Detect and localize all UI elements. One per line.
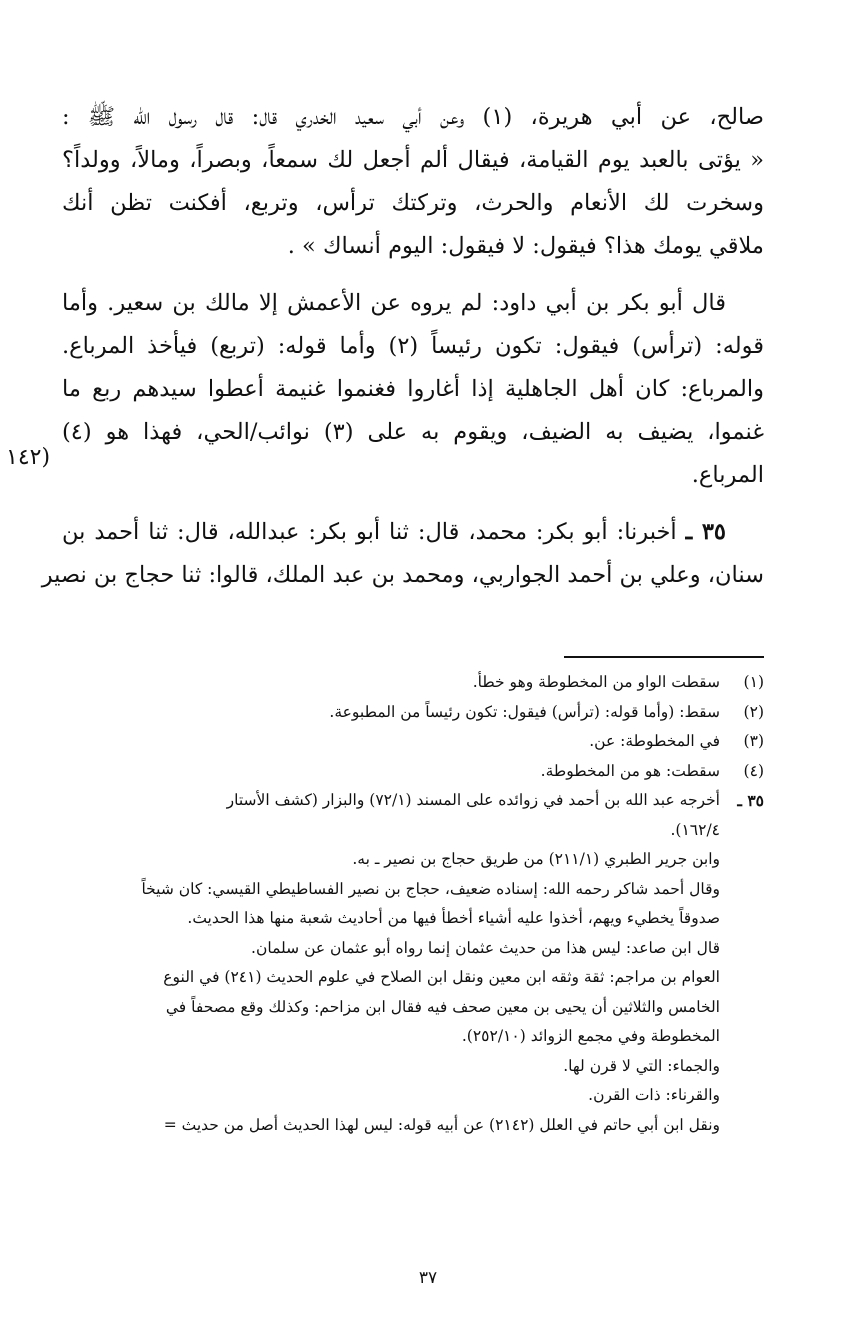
footnote-text: المخطوطة وفي مجمع الزوائد (٢٥٢/١٠). <box>461 1027 720 1045</box>
page-number: ٣٧ <box>418 1268 438 1288</box>
text-line: غنموا، يضيف به الضيف، ويقوم به على (٣) نوائب/الحي، فهذا هو (٤) <box>62 419 764 445</box>
hadith-takhrij-note <box>62 786 764 845</box>
footnote <box>62 698 764 728</box>
text-line: وسخرت لك الأنعام والحرث، وتركتك ترأس، وتربع، أفكنت تظن أنك <box>62 190 764 216</box>
text-line: والمرباع: كان أهل الجاهلية إذا أغاروا فغنموا غنيمة أعطوا سيدهم ربع ما <box>62 376 764 402</box>
text-line: المرباع. <box>691 462 764 488</box>
text-line: « يؤتى بالعبد يوم القيامة، فيقال ألم أجعل لك سمعاً، وبصراً، ومالاً، وولداً؟ <box>62 147 764 173</box>
footnote <box>62 727 764 757</box>
footnote-number: (٢) <box>743 702 764 721</box>
footnote-text: أخرجه عبد الله بن أحمد في زوائده على المسند (٧٢/١) والبزار (كشف الأستار <box>226 791 720 809</box>
footnote-text: وقال أحمد شاكر رحمه الله: إسناده ضعيف، حجاج بن نصير الفساطيطي القيسي: كان شيخاً <box>141 879 720 898</box>
text-line: صالح، عن أبي هريرة، (١) وعن أبي سعيد الخدري قال: قال رسول الله ﷺ : <box>62 104 764 130</box>
footnote-text: والقرناء: ذات القرن. <box>588 1086 720 1104</box>
paragraph-hadith-text <box>62 96 764 268</box>
footnote-number: (٣) <box>743 732 764 750</box>
hadith-number: ٣٥ ـ <box>685 519 726 545</box>
footnote-text: ١٦٢/٤). <box>670 820 720 839</box>
text-line: ملاقي يومك هذا؟ فيقول: لا فيقول: اليوم أنساك » . <box>287 233 764 259</box>
footnote-text: الخامس والثلاثين أن يحيى بن معين صحف فيه فقال ابن مزاحم: وكذلك وقع مصحفاً في <box>165 997 720 1016</box>
text-line: قوله: (ترأس) فيقول: تكون رئيساً (٢) وأما قوله: (تربع) فيأخذ المرباع. <box>62 333 764 359</box>
footnote-text: صدوقاً يخطيء ويهم، أخذوا عليه أشياء أخطأ فيها من أحاديث شعبة منها هذا الحديث. <box>187 909 720 927</box>
text-line: قال أبو بكر بن أبي داود: لم يروه عن الأعمش إلا مالك بن سعير. وأما <box>62 290 726 316</box>
footnote-text: قال ابن صاعد: ليس هذا من حديث عثمان إنما رواه أبو عثمان عن سلمان. <box>251 938 720 957</box>
paragraph-hadith-35 <box>41 511 764 597</box>
footnote-text: في المخطوطة: عن. <box>589 732 720 750</box>
footnote-number: (٤) <box>743 761 764 780</box>
paragraph-commentary <box>62 282 764 497</box>
text-line: سنان، وعلي بن أحمد الجواربي، ومحمد بن عبد الملك، قالوا: ثنا حجاج بن نصير <box>41 562 764 588</box>
footnote-text: والجماء: التي لا قرن لها. <box>563 1056 720 1075</box>
footnote-text: العوام بن مراجم: ثقة وثقه ابن معين ونقل ابن الصلاح في علوم الحديث (٢٤١) في النوع <box>163 968 720 986</box>
text-line <box>62 511 764 554</box>
footnote-number: ٣٥ ـ <box>737 791 764 810</box>
footnote <box>62 668 764 698</box>
footnote-text: سقطت الواو من المخطوطة وهو خطأ. <box>472 673 720 691</box>
footnote <box>62 757 764 787</box>
footnote-separator <box>564 656 764 658</box>
margin-reference: (١٤٢ <box>6 445 51 470</box>
footnote-text: وابن جرير الطبري (٢١١/١) من طريق حجاج بن نصير ـ به. <box>352 850 720 868</box>
footnote-text: سقطت: هو من المخطوطة. <box>540 761 720 780</box>
main-text <box>41 96 764 611</box>
footnote-text: سقط: (وأما قوله: (ترأس) فيقول: تكون رئيساً من المطبوعة. <box>329 702 720 721</box>
hadith-note-continuation <box>62 845 764 1140</box>
footnotes <box>62 668 764 1140</box>
footnote-number: (١) <box>743 673 764 691</box>
footnote-text: ونقل ابن أبي حاتم في العلل (٢١٤٢) عن أبيه قوله: ليس لهذا الحديث أصل من حديث = <box>163 1115 720 1134</box>
text-line-content: أخبرنا: أبو بكر: محمد، قال: ثنا أبو بكر: عبدالله، قال: ثنا أحمد بن <box>62 519 677 545</box>
